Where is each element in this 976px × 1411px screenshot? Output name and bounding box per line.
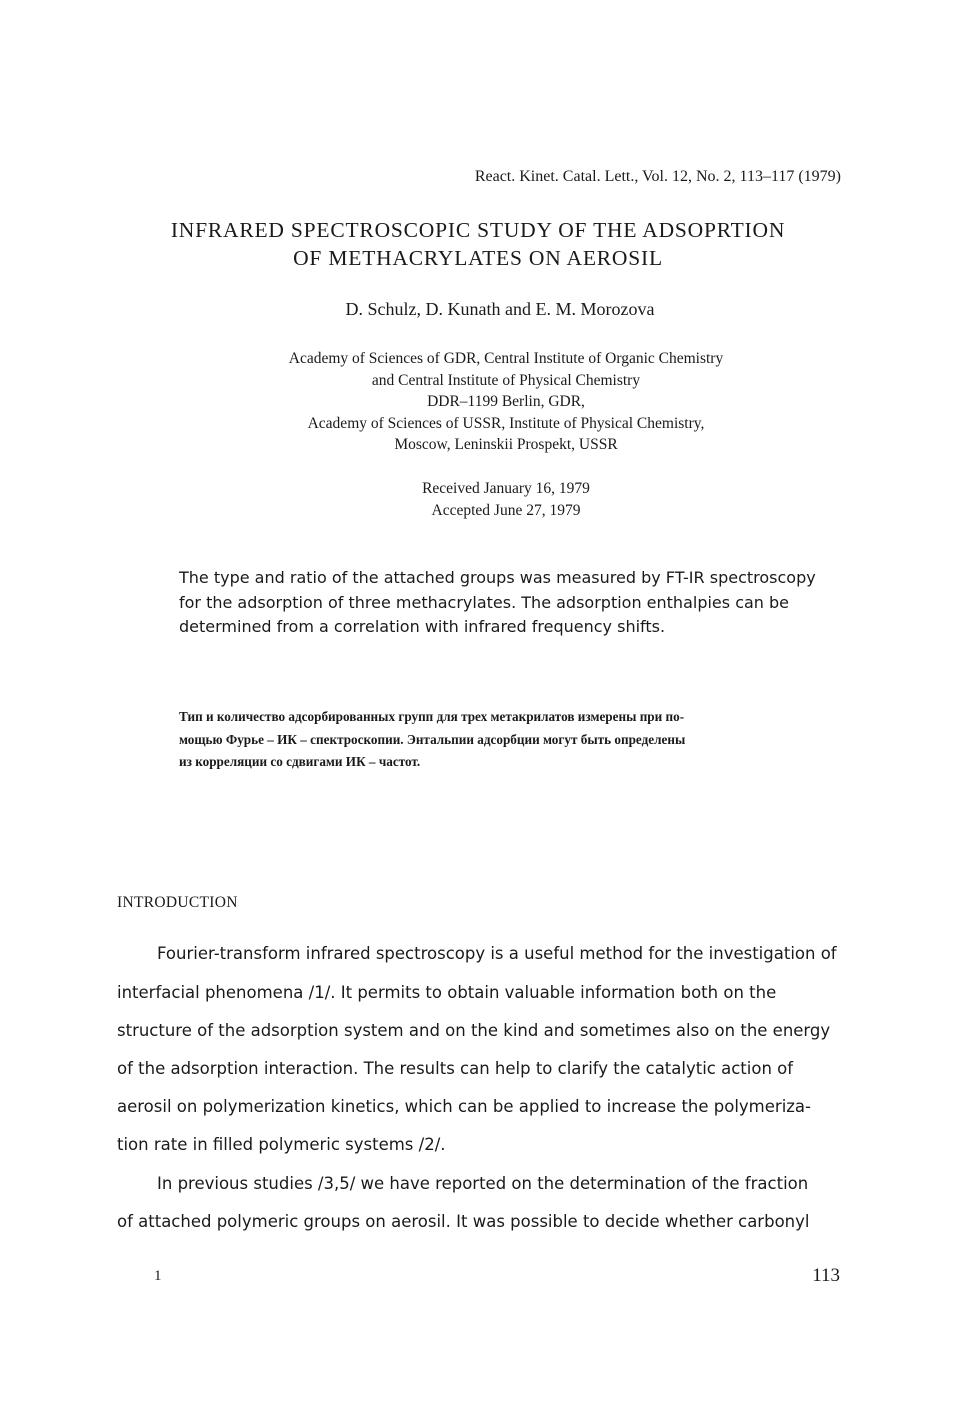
affiliation-line: and Central Institute of Physical Chemistry: [371, 371, 641, 389]
body-line: tion rate in filled polymeric systems /2/.: [117, 1135, 446, 1154]
body-line: In previous studies /3,5/ we have reported on the determination of the fraction: [157, 1174, 809, 1193]
abstract-line: for the adsorption of three methacrylates. The adsorption enthalpies can be: [179, 592, 790, 612]
abstract-ru-line: мощью Фурье – ИК – спектроскопии. Энтальпии адсорбции могут быть определены: [179, 731, 686, 747]
body-line: aerosil on polymerization kinetics, which can be applied to increase the polymeriza-: [117, 1097, 811, 1116]
abstract-english: [179, 566, 816, 640]
affiliation-line: DDR–1199 Berlin, GDR,: [427, 393, 585, 410]
abstract-line: determined from a correlation with infrared frequency shifts.: [179, 617, 666, 636]
body-line: of the adsorption interaction. The results can help to clarify the catalytic action of: [117, 1059, 794, 1078]
abstract-ru-line: Тип и количество адсорбированных групп для трех метакрилатов измерены при по-: [179, 709, 685, 724]
affiliation-block: [0, 348, 976, 456]
affiliation-line: Moscow, Leninskii Prospekt, USSR: [394, 436, 618, 453]
abstract-ru-line: из корреляции со сдвигами ИК – частот.: [179, 754, 421, 769]
title-line-2: OF METHACRYLATES ON AEROSIL: [293, 246, 663, 270]
abstract-line: The type and ratio of the attached groups was measured by FT-IR spectroscopy: [179, 568, 816, 587]
received-date: Received January 16, 1979: [422, 480, 590, 497]
abstract-russian: [179, 706, 685, 774]
journal-reference: React. Kinet. Catal. Lett., Vol. 12, No. 2, 113–117 (1979): [474, 168, 841, 185]
paper-title: [0, 216, 956, 272]
affiliation-line: Academy of Sciences of GDR, Central Institute of Organic Chemistry: [288, 350, 724, 367]
affiliation-line: Academy of Sciences of USSR, Institute of Physical Chemistry,: [307, 414, 705, 432]
dates-block: [0, 478, 976, 521]
sheet-number: 1: [154, 1268, 162, 1284]
title-line-1: INFRARED SPECTROSCOPIC STUDY OF THE ADSOPRTION: [170, 218, 786, 242]
body-line: of attached polymeric groups on aerosil. It was possible to decide whether carbonyl: [117, 1212, 810, 1231]
body-line: structure of the adsorption system and on the kind and sometimes also on the energy: [117, 1021, 831, 1040]
authors: D. Schulz, D. Kunath and E. M. Morozova: [345, 299, 655, 319]
section-heading-introduction: INTRODUCTION: [117, 894, 238, 911]
body-line: interfacial phenomena /1/. It permits to obtain valuable information both on the: [117, 983, 777, 1002]
body-line: Fourier-transform infrared spectroscopy is a useful method for the investigation of: [157, 944, 837, 963]
accepted-date: Accepted June 27, 1979: [431, 501, 581, 519]
page-number: 113: [812, 1265, 840, 1286]
